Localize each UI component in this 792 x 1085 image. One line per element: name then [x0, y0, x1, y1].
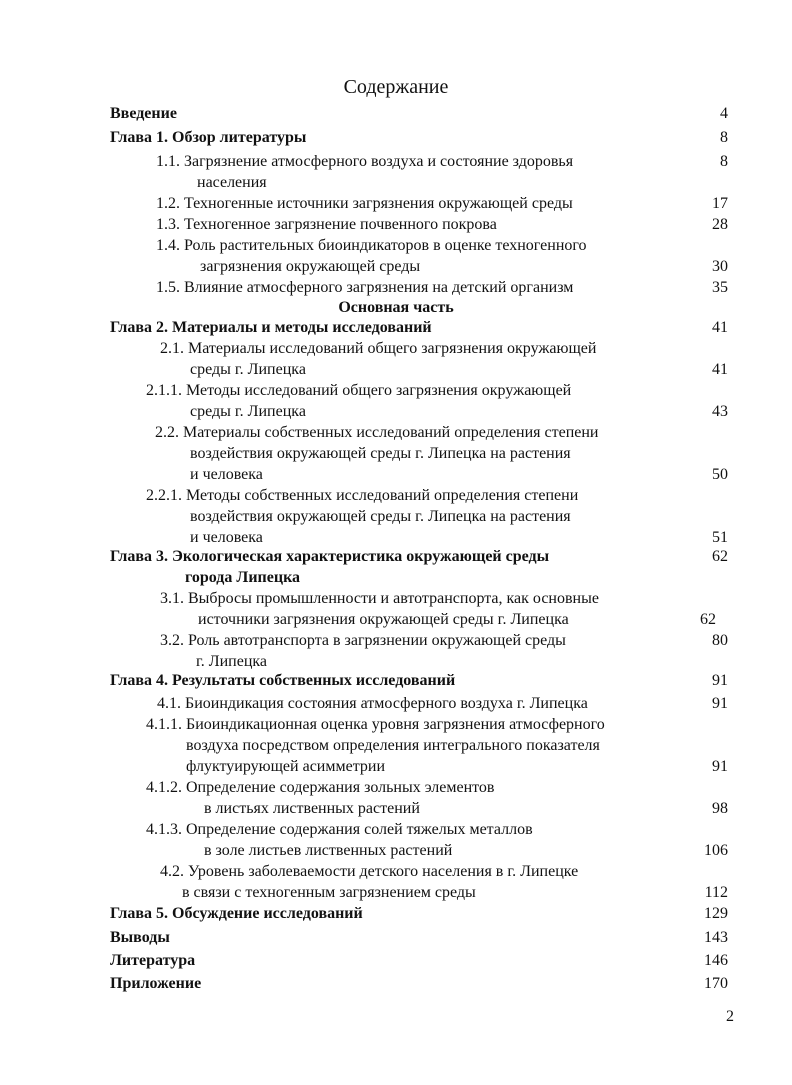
toc-entry-section-4-2: 4.2. Уровень заболеваемости детского населения в г. Липецке — [160, 863, 579, 880]
toc-page-number: 17 — [712, 195, 728, 212]
toc-entry-appendix: Приложение — [110, 975, 202, 992]
toc-page-number: 91 — [712, 758, 728, 775]
toc-page-number: 50 — [712, 466, 728, 483]
toc-entry-literature: Литература — [110, 952, 196, 969]
toc-page-number: 129 — [704, 905, 728, 922]
toc-entry-chapter-2: Глава 2. Материалы и методы исследований — [110, 319, 432, 336]
toc-page-number: 28 — [712, 216, 728, 233]
toc-entry-chapter-5: Глава 5. Обсуждение исследований — [110, 905, 363, 922]
toc-entry-introduction: Введение — [110, 105, 177, 122]
toc-entry-section-2-1-1: 2.1.1. Методы исследований общего загрязнения окружающей — [146, 382, 572, 399]
toc-page-number: 8 — [720, 153, 728, 170]
toc-page-number: 170 — [704, 975, 728, 992]
toc-entry-section-2-2: 2.2. Материалы собственных исследований определения степени — [155, 424, 599, 441]
toc-page-number: 98 — [712, 800, 728, 817]
toc-entry-chapter-1: Глава 1. Обзор литературы — [110, 129, 307, 146]
toc-entry-continuation: и человека — [190, 466, 263, 483]
toc-entry-continuation: среды г. Липецка — [190, 403, 306, 420]
toc-entry-continuation: воздействия окружающей среды г. Липецка на растения — [190, 445, 571, 462]
toc-entry-section-4-1-1: 4.1.1. Биоиндикационная оценка уровня загрязнения атмосферного — [146, 716, 605, 733]
toc-page-number: 80 — [712, 632, 728, 649]
toc-entry-continuation: города Липецка — [185, 569, 301, 586]
toc-page-number: 4 — [720, 105, 728, 122]
page-title: Содержание — [343, 76, 449, 98]
toc-page-number: 91 — [712, 672, 728, 689]
page-number: 2 — [726, 1008, 734, 1025]
toc-entry-section-2-2-1: 2.2.1. Методы собственных исследований определения степени — [146, 487, 579, 504]
toc-entry-continuation: населения — [197, 174, 267, 191]
toc-entry-conclusions: Выводы — [110, 929, 170, 946]
toc-page-number: 91 — [712, 695, 728, 712]
toc-entry-continuation: среды г. Липецка — [190, 361, 306, 378]
toc-page-number: 62 — [700, 611, 716, 628]
toc-entry-section-3-2: 3.2. Роль автотранспорта в загрязнении окружающей среды — [160, 632, 566, 649]
toc-entry-section-4-1-2: 4.1.2. Определение содержания зольных элементов — [146, 779, 495, 796]
toc-page-number: 41 — [712, 361, 728, 378]
toc-entry-continuation: воздуха посредством определения интегрального показателя — [186, 737, 600, 754]
toc-entry-section-1-1: 1.1. Загрязнение атмосферного воздуха и состояние здоровья — [156, 153, 574, 170]
toc-entry-continuation: г. Липецка — [196, 653, 268, 670]
toc-entry-section-1-4: 1.4. Роль растительных биоиндикаторов в оценке техногенного — [156, 237, 587, 254]
toc-entry-section-3-1: 3.1. Выбросы промышленности и автотранспорта, как основные — [160, 590, 599, 607]
toc-entry-continuation: источники загрязнения окружающей среды г. Липецка — [198, 611, 569, 628]
toc-page-number: 62 — [712, 548, 728, 565]
toc-entry-section-1-2: 1.2. Техногенные источники загрязнения окружающей среды — [156, 195, 573, 212]
toc-page-number: 8 — [720, 129, 728, 146]
toc-entry-continuation: загрязнения окружающей среды — [200, 258, 421, 275]
toc-entry-continuation: и человека — [190, 529, 263, 546]
toc-entry-continuation: в листьях лиственных растений — [204, 800, 420, 817]
toc-page-number: 112 — [704, 884, 728, 901]
toc-page-number: 35 — [712, 279, 728, 296]
toc-page-number: 106 — [704, 842, 728, 859]
toc-page-number: 41 — [712, 319, 728, 336]
toc-page-number: 43 — [712, 403, 728, 420]
toc-part-heading: Основная часть — [338, 299, 454, 316]
toc-entry-continuation: в золе листьев лиственных растений — [204, 842, 453, 859]
toc-entry-chapter-3: Глава 3. Экологическая характеристика окружающей среды — [110, 548, 550, 565]
toc-entry-section-4-1-3: 4.1.3. Определение содержания солей тяжелых металлов — [146, 821, 533, 838]
toc-page-number: 143 — [704, 929, 728, 946]
toc-entry-continuation: воздействия окружающей среды г. Липецка на растения — [190, 508, 571, 525]
toc-page-number: 51 — [712, 529, 728, 546]
toc-entry-section-4-1: 4.1. Биоиндикация состояния атмосферного воздуха г. Липецка — [157, 695, 588, 712]
toc-page-number: 146 — [704, 952, 728, 969]
toc-entry-section-2-1: 2.1. Материалы исследований общего загрязнения окружающей — [160, 340, 597, 357]
toc-page-number: 30 — [712, 258, 728, 275]
toc-entry-section-1-3: 1.3. Техногенное загрязнение почвенного покрова — [156, 216, 497, 233]
toc-entry-section-1-5: 1.5. Влияние атмосферного загрязнения на детский организм — [156, 279, 574, 296]
toc-entry-chapter-4: Глава 4. Результаты собственных исследований — [110, 672, 456, 689]
toc-entry-continuation: флуктуирующей асимметрии — [186, 758, 386, 775]
toc-entry-continuation: в связи с техногенным загрязнением среды — [182, 884, 476, 901]
